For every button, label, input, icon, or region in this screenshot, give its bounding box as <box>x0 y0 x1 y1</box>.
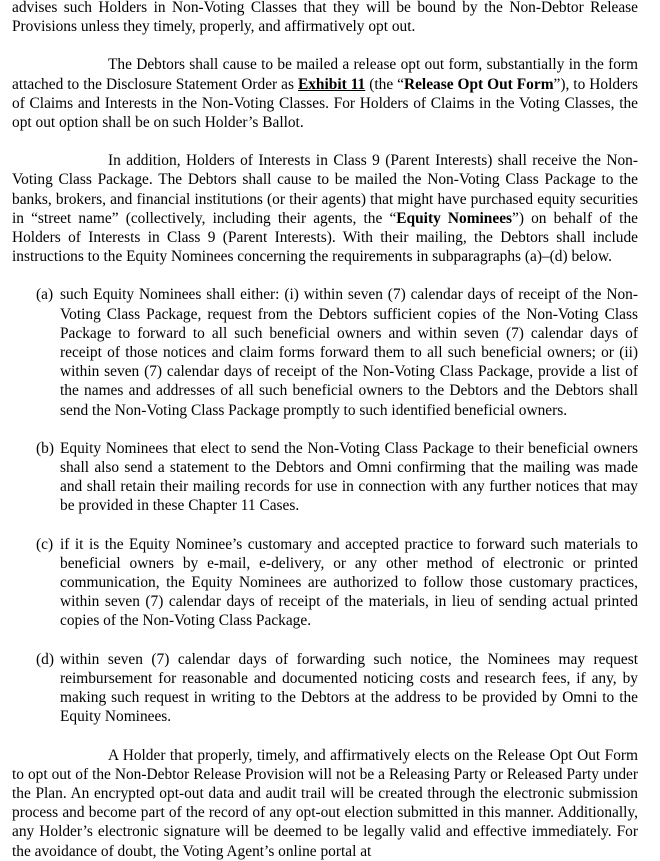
paragraph-opt-out-effect <box>12 746 638 861</box>
subparagraph-text: Equity Nominees that elect to send the Non-Voting Class Package to their beneficial owners shall also send a statement to the Debtors and Omni confirming that the mailing was made and shall retain their mailing records for use in connection with any further notices that may be provided in these Chapter 11 Cases. <box>60 439 638 515</box>
subparagraph-text: such Equity Nominees shall either: (i) within seven (7) calendar days of receipt of the Non-Voting Class Package, request from the Debtors sufficient copies of the Non-Voting Class Package to forward to all such beneficial owners and within seven (7) calendar days of receipt of those notices and claim forms forward them to all such beneficial owners; or (ii) within seven (7) calendar days of receipt of the Non-Voting Class Package, provide a list of the names and addresses of all such beneficial owners to the Debtors and the Debtors shall send the Non-Voting Class Package promptly to such identified beneficial owners. <box>60 286 638 419</box>
subparagraph-label: (c) <box>36 535 54 553</box>
defined-term: Equity Nominees <box>396 209 513 227</box>
subparagraph-label: (d) <box>36 650 54 668</box>
paragraph-text: A Holder that properly, timely, and affirmatively elects on the Release Opt Out Form to opt out of the Non-Debtor Release Provision will not be a Releasing Party or Released Party under the Plan. An encrypted opt-out data and audit trail will be created through the electronic submission process and become part of the record of any opt-out election submitted in this manner. Additionally, any Holder’s electronic signature will be deemed to be legally valid and effective immediately. For the avoidance of doubt, the Voting Agent’s online portal at <box>12 746 638 860</box>
paragraph-text: (the “ <box>365 75 404 93</box>
subparagraph-text: if it is the Equity Nominee’s customary and accepted practice to forward such materials to beneficial owners by e-mail, e-delivery, or any other method of electronic or printed communication, the Equity Nominees are authorized to follow those customary practices, within seven (7) calendar days of receipt of the materials, in lieu of sending actual printed copies of the Non-Voting Class Package. <box>60 535 638 630</box>
subparagraph-b <box>36 439 638 516</box>
subparagraph-label: (b) <box>36 439 54 457</box>
defined-term: Release Opt Out Form <box>403 75 554 93</box>
paragraph-text: ”) on behalf of the Holders of Interests in Class 9 (Parent Interests). With their mailing, the Debtors shall include instructions to the Equity Nominees concerning the requirements in subparagraphs (a)–(d) below. <box>12 209 638 266</box>
paragraph-text: In addition, Holders of Interests in Class 9 (Parent Interests) shall receive the Non-Voting Class Package. The Debtors shall cause to be mailed the Non-Voting Class Package to the banks, brokers, and financial institutions (or their agents) that might have purchased equity securities in “street name” (collectively, including their agents, the “ <box>12 152 638 227</box>
exhibit-reference: Exhibit 11 <box>297 75 366 93</box>
subparagraph-label: (a) <box>36 286 54 304</box>
paragraph-text: The Debtors shall cause to be mailed a release opt out form, substantially in the form attached to the Disclosure Statement Order as <box>12 56 638 93</box>
paragraph-text: ”), to Holders of Claims and Interests in the Non-Voting Classes. For Holders of Claims in the Voting Classes, the opt out option shall be on such Holder’s Ballot. <box>12 75 638 132</box>
subparagraph-text: within seven (7) calendar days of forwarding such notice, the Nominees may request reimbursement for reasonable and documented noticing costs and research fees, if any, by making such request in writing to the Debtors at the address to be provided by Omni to the Equity Nominees. <box>60 650 638 726</box>
subparagraph-c <box>36 535 638 631</box>
paragraph-text: advises such Holders in Non-Voting Classes that they will be bound by the Non-Debtor Release Provisions unless they timely, properly, and affirmatively opt out. <box>12 0 638 36</box>
paragraph-opt-out-continuation <box>12 0 638 36</box>
paragraph-release-opt-out-form <box>12 55 638 132</box>
paragraph-class-9-interests <box>12 151 638 266</box>
subparagraph-d <box>36 650 638 727</box>
subparagraph-a <box>36 285 638 419</box>
